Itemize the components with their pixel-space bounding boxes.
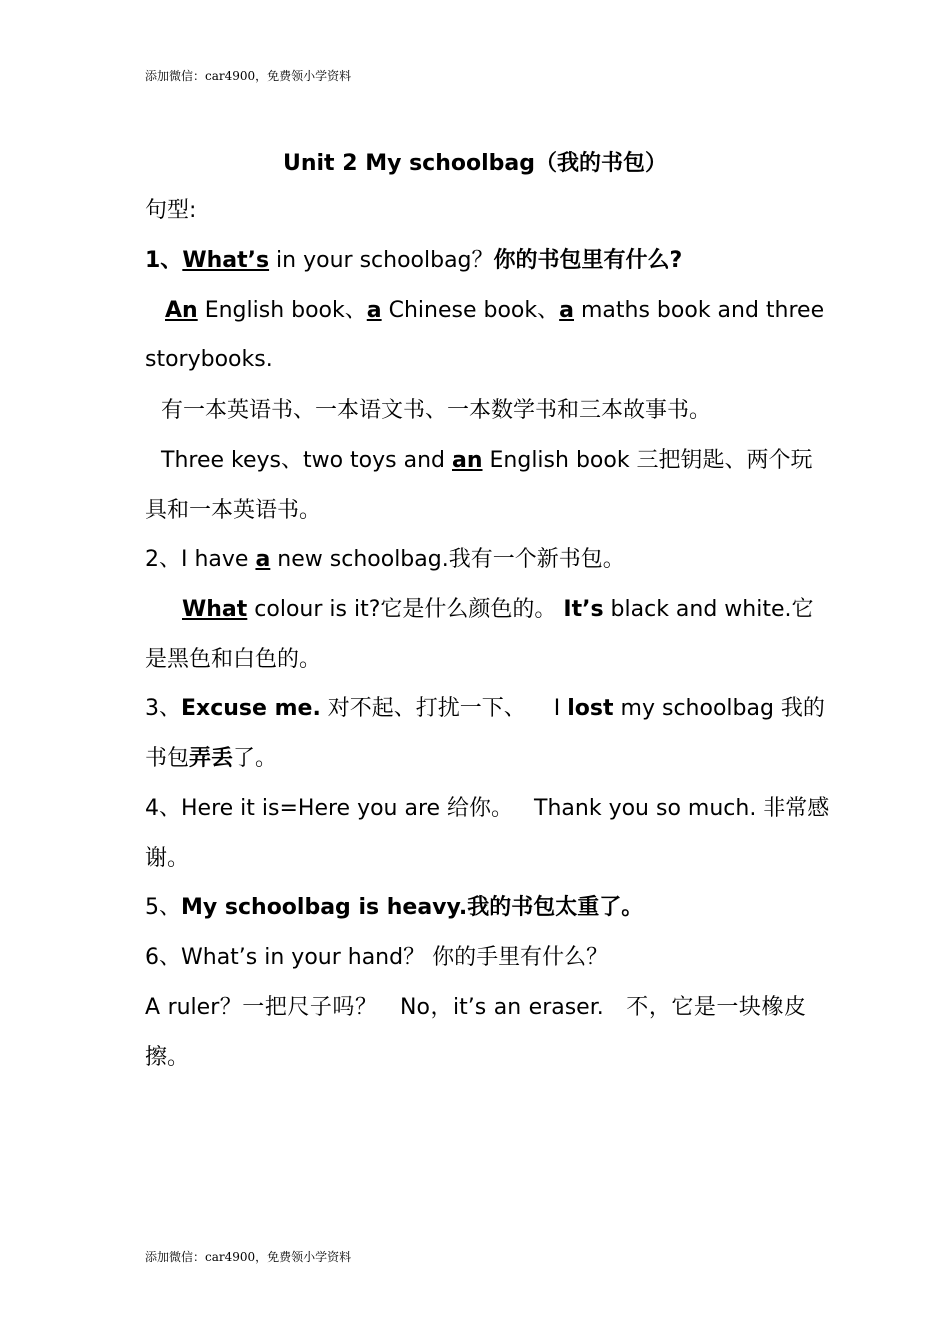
sentence-5	[145, 893, 643, 923]
keyword-a-1: a	[366, 298, 382, 323]
sentence-1-keys-line-2: 具和一本英语书。	[145, 498, 322, 523]
sentence-3-line-2	[145, 744, 277, 774]
keyword-what: What	[182, 597, 248, 622]
sentence-4-line-1: 4、Here it is=Here you are 给你。 Thank you so much. 非常感	[145, 796, 830, 821]
header-note: 添加微信：car4900，免费领小学资料	[145, 69, 352, 83]
sentence-1-cn-translation: 有一本英语书、一本语文书、一本数学书和三本故事书。	[161, 398, 712, 423]
sentence-1-answer-line-1	[145, 296, 825, 326]
s3-text-4: 了。	[233, 746, 278, 771]
keyword-whats: What’s	[182, 248, 270, 273]
s3-num: 3、	[145, 696, 181, 721]
sentence-6-line-2: A ruler？一把尺子吗？ No，it’s an eraser. 不，它是一块橡皮	[145, 995, 806, 1020]
s5-text: My schoolbag is heavy.我的书包太重了。	[181, 895, 644, 920]
page-title: Unit 2 My schoolbag（我的书包）	[282, 151, 667, 176]
s3-text-1: 对不起、打扰一下、 I	[320, 696, 568, 721]
sentence-1-question	[145, 246, 682, 276]
keyword-lost-cn: 弄丢	[189, 746, 234, 771]
sentence-2-line-2	[145, 595, 814, 625]
keyword-a-3: a	[255, 547, 271, 572]
keyword-lost: lost	[567, 696, 614, 721]
sentence-6-line-3: 擦。	[145, 1045, 190, 1070]
section-label: 句型:	[145, 198, 197, 223]
sentence-1-en: in your schoolbag？	[269, 248, 494, 273]
keyword-an-2: an	[452, 448, 483, 473]
keyword-an: An	[165, 298, 198, 323]
sentence-6-line-1: 6、What’s in your hand？ 你的手里有什么？	[145, 945, 609, 970]
s2-text-2: new schoolbag.我有一个新书包。	[270, 547, 625, 572]
keyword-excuse-me: Excuse me.	[181, 696, 321, 721]
sentence-2-line-3: 是黑色和白色的。	[145, 647, 322, 672]
sentence-3-line-1	[145, 694, 825, 724]
answer-text-2: Chinese book、	[381, 298, 560, 323]
keys-text-2: English book 三把钥匙、两个玩	[482, 448, 813, 473]
answer-text-1: English book、	[197, 298, 367, 323]
answer-text-3: maths book and three	[574, 298, 825, 323]
sentence-1-cn: 你的书包里有什么?	[493, 248, 683, 273]
sentence-1-answer-line-2: storybooks.	[145, 347, 273, 372]
sentence-1-keys-line-1	[145, 446, 813, 476]
s3-text-3: 书包	[145, 746, 190, 771]
sentence-2-line-1	[145, 545, 625, 575]
s2-text-3: colour is it?它是什么颜色的。	[247, 597, 564, 622]
footer-note: 添加微信：car4900，免费领小学资料	[145, 1250, 352, 1264]
s5-num: 5、	[145, 895, 181, 920]
keyword-its: It’s	[563, 597, 604, 622]
s2-text-4: black and white.它	[603, 597, 814, 622]
sentence-4-line-2: 谢。	[145, 846, 190, 871]
s3-text-2: my schoolbag 我的	[613, 696, 825, 721]
s2-text-1: 2、I have	[145, 547, 256, 572]
keyword-a-2: a	[559, 298, 574, 323]
keys-text-1: Three keys、two toys and	[161, 448, 452, 473]
sentence-1-num: 1、	[145, 248, 183, 273]
